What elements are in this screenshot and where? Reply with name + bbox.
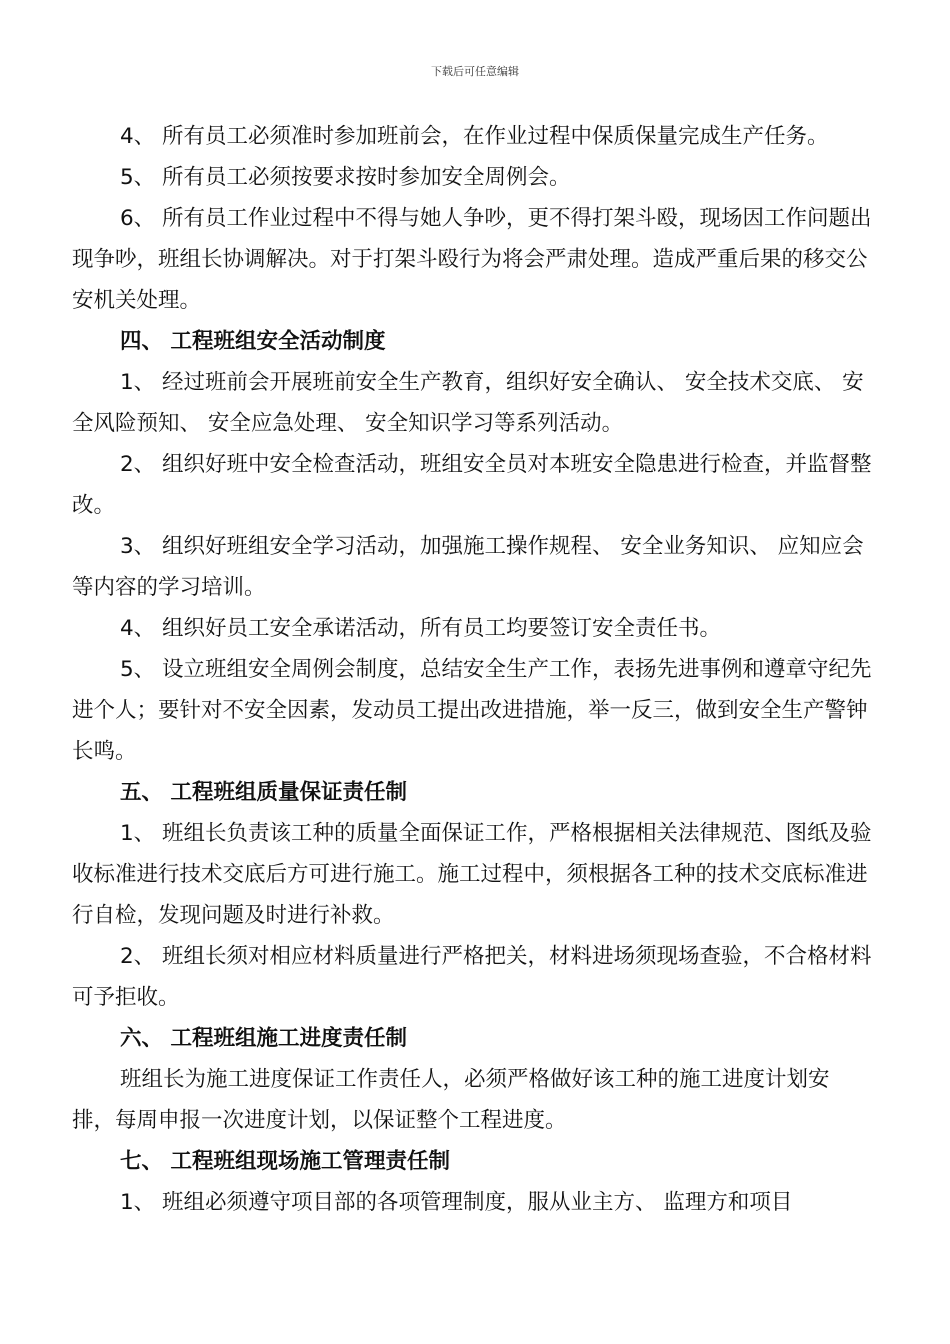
paragraph-4-4: 4、 组织好员工安全承诺活动，所有员工均要签订安全责任书。	[120, 616, 722, 641]
paragraph-6-1: 班组长为施工进度保证工作责任人，必须严格做好该工种的施工进度计划安排，每周申报一次进度计划，以保证整个工程进度。	[72, 1067, 830, 1133]
section-heading-4: 四、 工程班组安全活动制度	[120, 329, 386, 354]
paragraph-5-2: 2、 班组长须对相应材料质量进行严格把关，材料进场须现场查验，不合格材料可予拒收。	[72, 944, 872, 1010]
section-heading-7: 七、 工程班组现场施工管理责任制	[120, 1149, 450, 1174]
page-header: 下载后可任意编辑	[431, 65, 519, 78]
paragraph-3: 6、 所有员工作业过程中不得与她人争吵，更不得打架斗殴，现场因工作问题出现争吵，班组长协调解决。对于打架斗殴行为将会严肃处理。造成严重后果的移交公安机关处理。	[72, 206, 872, 313]
section-heading-6: 六、 工程班组施工进度责任制	[120, 1026, 407, 1051]
paragraph-7-1: 1、 班组必须遵守项目部的各项管理制度，服从业主方、 监理方和项目	[120, 1190, 793, 1215]
section-heading-5: 五、 工程班组质量保证责任制	[120, 780, 407, 805]
paragraph-5-1: 1、 班组长负责该工种的质量全面保证工作，严格根据相关法律规范、图纸及验收标准进行技术交底后方可进行施工。施工过程中，须根据各工种的技术交底标准进行自检，发现问题及时进行补救。	[72, 821, 872, 928]
paragraph-4-2: 2、 组织好班中安全检查活动，班组安全员对本班安全隐患进行检查，并监督整改。	[72, 452, 872, 518]
paragraph-1: 4、 所有员工必须准时参加班前会，在作业过程中保质保量完成生产任务。	[120, 124, 829, 149]
paragraph-4-3: 3、 组织好班组安全学习活动，加强施工操作规程、 安全业务知识、 应知应会等内容的学习培训。	[72, 534, 864, 600]
paragraph-4-1: 1、 经过班前会开展班前安全生产教育，组织好安全确认、 安全技术交底、 安全风险预知、 安全应急处理、 安全知识学习等系列活动。	[72, 370, 864, 436]
paragraph-2: 5、 所有员工必须按要求按时参加安全周例会。	[120, 165, 571, 190]
paragraph-4-5: 5、 设立班组安全周例会制度，总结安全生产工作，表扬先进事例和遵章守纪先进个人；要针对不安全因素，发动员工提出改进措施，举一反三，做到安全生产警钟长鸣。	[72, 657, 872, 764]
document-body	[72, 116, 872, 1223]
